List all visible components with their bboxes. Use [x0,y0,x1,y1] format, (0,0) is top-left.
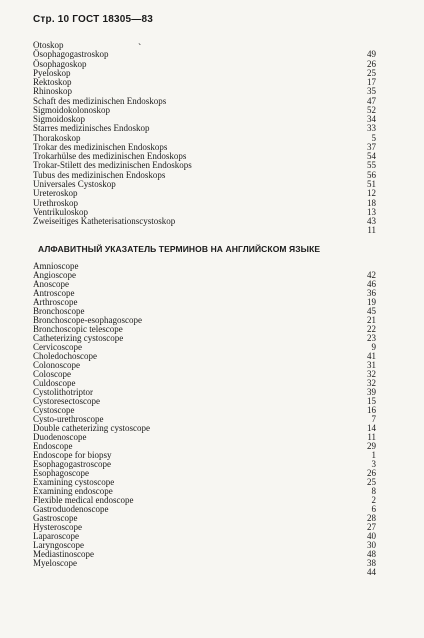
term-number: 19 [367,297,376,307]
term-label: Arthroscope [33,297,78,307]
term-label: Tubus des medizinischen Endoskops [33,169,166,180]
term-label: Laparoscope [33,531,79,541]
term-number: 11 [367,432,376,442]
index-row [33,60,376,69]
term-number: 52 [367,104,376,115]
index-row [33,397,376,406]
term-label: Catheterizing cystoscope [33,333,124,343]
term-number: 34 [367,114,376,125]
term-label: Laryngoscope [33,540,84,550]
term-label: Coloscope [33,369,71,379]
term-label: Cervicoscope [33,342,82,352]
term-label: Angioscope [33,270,76,280]
term-number: 42 [367,270,376,280]
index-row [33,505,376,514]
term-label: Sigmoidoskop [33,114,86,125]
english-term-index [33,262,376,577]
term-number: 21 [367,315,376,325]
term-label: Bronchoscope [33,306,85,316]
term-label: Flexible medical endoscope [33,495,134,505]
term-label: Ösophagoskop [33,58,87,69]
index-row [33,361,376,370]
term-label: Examining cystoscope [33,477,115,487]
index-row [33,189,376,198]
term-number: 17 [367,77,376,88]
term-number: 54 [367,151,376,162]
index-row [33,334,376,343]
term-number: 5 [371,132,376,143]
term-label: Anoscope [33,279,69,289]
term-number: 32 [367,369,376,379]
term-number: 36 [367,288,376,298]
german-term-index [33,41,376,236]
term-number: 18 [367,197,376,208]
term-number: 1 [371,450,376,460]
term-number: 23 [367,333,376,343]
index-row [33,217,376,226]
term-number: 56 [367,169,376,180]
term-label: Amnioscope [33,261,79,271]
page-header: Стр. 10 ГОСТ 18305—83 [33,14,153,25]
section-title: АЛФАВИТНЫЙ УКАЗАТЕЛЬ ТЕРМИНОВ НА АНГЛИЙСКОМ ЯЗЫКЕ [38,244,321,254]
term-number: 38 [367,558,376,568]
term-label: Antroscope [33,288,75,298]
term-label: Mediastinoscope [33,549,94,559]
term-number: 22 [367,324,376,334]
term-number: 25 [367,477,376,487]
index-row [33,514,376,523]
index-row [33,262,376,271]
term-label: Colonoscope [33,360,80,370]
term-number: 51 [367,178,376,189]
term-label: Pyeloskop [33,67,71,78]
term-label: Hysteroscope [33,522,82,532]
term-label: Rhinoskop [33,86,73,97]
term-number: 49 [367,49,376,60]
term-number: 55 [367,160,376,171]
term-label: Trokar des medizinischen Endoskops [33,141,168,152]
term-label: Otoskop [33,40,64,50]
index-row [33,289,376,298]
term-label: Trokarhülse des medizinischen Endoskops [33,151,187,162]
term-number: 15 [367,396,376,406]
index-row [33,69,376,78]
index-row [33,568,376,577]
term-label: Esophagoscope [33,468,89,478]
term-number: 32 [367,378,376,388]
term-number: 40 [367,531,376,541]
term-label: Examining endoscope [33,486,113,496]
term-number: 37 [367,141,376,152]
term-number: 14 [367,423,376,433]
term-label: Ösophagogastroskop [33,49,109,60]
term-number: 48 [367,549,376,559]
term-number: 26 [367,468,376,478]
index-row [33,124,376,133]
term-number: 43 [367,216,376,227]
term-number: 3 [371,459,376,469]
term-label: Thorakoskop [33,132,81,143]
term-number: 35 [367,86,376,97]
term-number: 47 [367,95,376,106]
term-number: 2 [371,495,376,505]
term-label: Duodenoscope [33,432,87,442]
term-number: 30 [367,540,376,550]
term-label: Bronchoscopic telescope [33,324,123,334]
term-label: Choledochoscope [33,351,97,361]
term-number: 39 [367,387,376,397]
term-label: Urethroskop [33,197,78,208]
term-number: 44 [367,567,376,577]
index-row [33,433,376,442]
index-row [33,550,376,559]
term-label: Trokar-Stilett des medizinischen Endoskops [33,160,192,171]
term-number: 29 [367,441,376,451]
term-number: 45 [367,306,376,316]
index-row [33,352,376,361]
term-label: Sigmoidokolonoskop [33,104,111,115]
term-number: 11 [367,225,376,236]
term-number: 31 [367,360,376,370]
term-number: 25 [367,67,376,78]
term-label: Ureteroskop [33,188,78,199]
term-number: 26 [367,58,376,69]
stray-mark: ` [138,43,142,54]
term-number: 16 [367,405,376,415]
term-label: Culdoscope [33,378,76,388]
term-label: Double catheterizing cystoscope [33,423,150,433]
term-label: Cysto-urethroscope [33,414,104,424]
term-label: Myeloscope [33,558,77,568]
term-label: Universales Cystoskop [33,178,116,189]
term-label: Gastroduodenoscope [33,504,109,514]
term-label: Ventrikuloskop [33,206,88,217]
index-row [33,180,376,189]
term-number: 12 [367,188,376,199]
term-label: Zweiseitiges Katheterisationscystoskop [33,216,176,227]
index-row [33,226,376,235]
index-row [33,280,376,289]
term-label: Cystoresectoscope [33,396,100,406]
index-row [33,271,376,280]
term-number: 9 [371,342,376,352]
term-label: Endoscope for biopsy [33,450,112,460]
term-number: 28 [367,513,376,523]
term-label: Endoscope [33,441,73,451]
term-number: 8 [371,486,376,496]
term-label: Cystoscope [33,405,75,415]
index-row [33,523,376,532]
term-label: Gastroscope [33,513,78,523]
term-number: 33 [367,123,376,134]
term-number: 6 [371,504,376,514]
term-number: 41 [367,351,376,361]
term-number: 7 [371,414,376,424]
term-label: Cystolithotriptor [33,387,94,397]
term-number: 13 [367,206,376,217]
term-label: Starres medizinisches Endoskop [33,123,150,134]
term-label: Esophagogastroscope [33,459,111,469]
term-label: Schaft des medizinischen Endoskops [33,95,167,106]
term-number: 27 [367,522,376,532]
index-row [33,78,376,87]
index-row [33,532,376,541]
index-row [33,559,376,568]
term-label: Rektoskop [33,77,72,88]
index-row [33,370,376,379]
term-number: 46 [367,279,376,289]
term-label: Bronchoscope-esophagoscope [33,315,142,325]
